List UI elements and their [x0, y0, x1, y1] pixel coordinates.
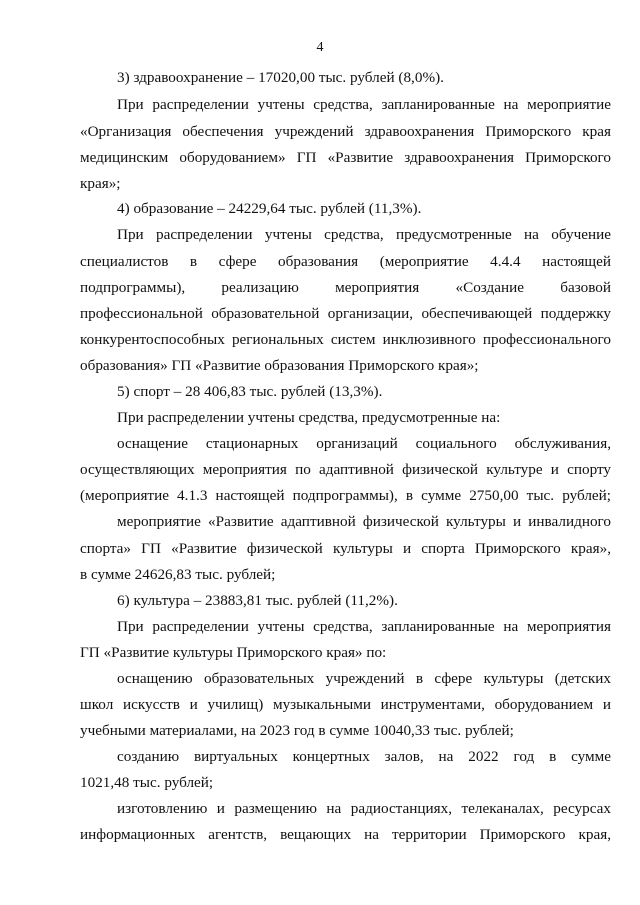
text-line: края»; [80, 175, 121, 192]
text-line: При распределении учтены средства, предусмотренные на: [117, 409, 501, 426]
text-line: изготовлению и размещению на радиостанциях, телеканалах, ресурсах [117, 800, 611, 817]
text-line: 1021,48 тыс. рублей; [80, 774, 214, 791]
text-line: профессиональной образовательной организации, обеспечивающей поддержку [80, 305, 611, 322]
text-line: медицинским оборудованием» ГП «Развитие здравоохранения Приморского [80, 149, 611, 166]
text-line: специалистов в сфере образования (мероприятие 4.4.4 настоящей [80, 253, 611, 270]
text-line: осуществляющих мероприятия по адаптивной физической культуре и спорту [80, 461, 611, 478]
text-line: При распределении учтены средства, запланированные на мероприятия [117, 618, 611, 635]
page-number: 4 [316, 40, 324, 55]
text-line: «Организация обеспечения учреждений здравоохранения Приморского края [80, 123, 611, 140]
text-line: 5) спорт – 28 406,83 тыс. рублей (13,3%). [117, 383, 383, 400]
text-line: созданию виртуальных концертных залов, на 2022 год в сумме [117, 748, 611, 765]
text-line: мероприятие «Развитие адаптивной физической культуры и инвалидного [117, 513, 611, 530]
text-line: подпрограммы), реализацию мероприятия «Создание базовой [80, 279, 611, 296]
text-line: При распределении учтены средства, запланированные на мероприятие [117, 96, 611, 113]
text-line: ГП «Развитие культуры Приморского края» по: [80, 644, 387, 661]
text-line: 4) образование – 24229,64 тыс. рублей (11,3%). [117, 200, 422, 217]
text-line: При распределении учтены средства, предусмотренные на обучение [117, 226, 611, 243]
text-line: оснащение стационарных организаций социального обслуживания, [117, 435, 611, 452]
text-line: оснащению образовательных учреждений в сфере культуры (детских [117, 670, 611, 687]
text-line: школ искусств и училищ) музыкальными инструментами, оборудованием и [80, 696, 611, 713]
text-line: 6) культура – 23883,81 тыс. рублей (11,2%). [117, 592, 398, 609]
text-line: (мероприятие 4.1.3 настоящей подпрограммы), в сумме 2750,00 тыс. рублей; [80, 487, 611, 504]
text-line: конкурентоспособных региональных систем инклюзивного профессионального [80, 331, 611, 348]
text-line: учебными материалами, на 2023 год в сумме 10040,33 тыс. рублей; [80, 722, 514, 739]
text-line: образования» ГП «Развитие образования Приморского края»; [80, 357, 479, 374]
text-line: информационных агентств, вещающих на территории Приморского края, [80, 826, 611, 843]
text-line: 3) здравоохранение – 17020,00 тыс. рублей (8,0%). [117, 69, 444, 86]
text-line: в сумме 24626,83 тыс. рублей; [80, 566, 276, 583]
text-line: спорта» ГП «Развитие физической культуры и спорта Приморского края», [80, 540, 611, 557]
